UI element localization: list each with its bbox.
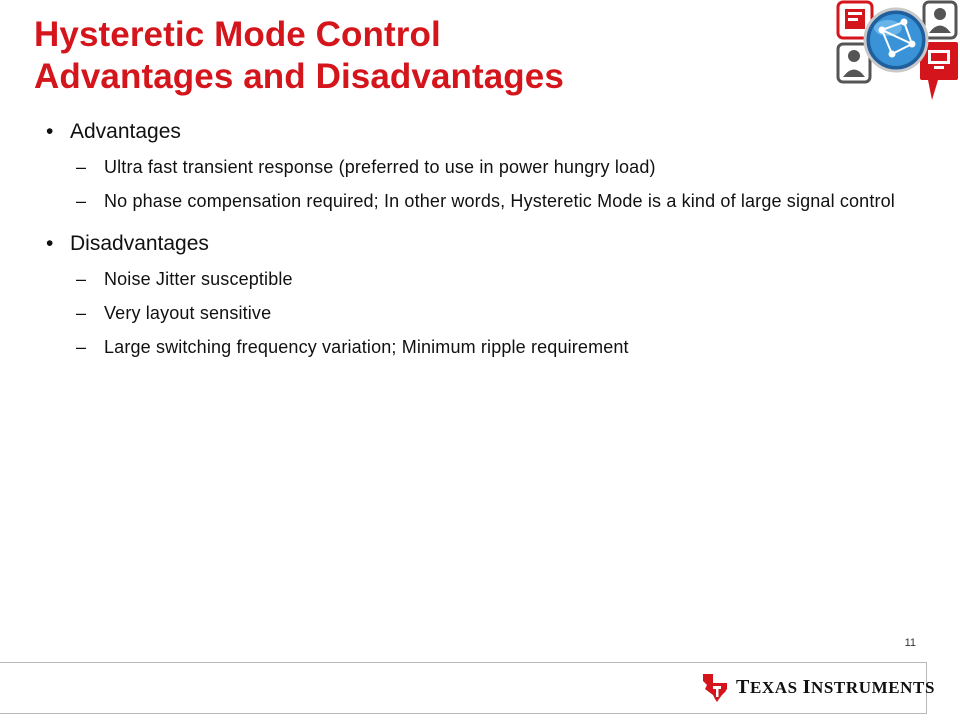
section-heading-text: Disadvantages: [70, 232, 209, 255]
dash-icon: –: [76, 157, 87, 177]
dash-icon: –: [76, 337, 87, 357]
texas-state-icon: [700, 672, 730, 702]
slide-body: [46, 118, 916, 360]
list-item-text: No phase compensation required; In other words, Hysteretic Mode is a kind of large signal control: [104, 191, 895, 211]
list-item: [46, 154, 916, 180]
collaboration-logo-icon: [834, 0, 960, 104]
ti-wordmark: TEXAS INSTRUMENTS: [736, 675, 936, 698]
dash-icon: –: [76, 269, 87, 289]
texas-instruments-logo: [700, 672, 935, 702]
list-item: [46, 188, 916, 214]
list-item-text: Ultra fast transient response (preferred to use in power hungry load): [104, 157, 656, 177]
list-item-text: Large switching frequency variation; Minimum ripple requirement: [104, 337, 629, 357]
section-heading-disadvantages: [46, 230, 916, 258]
bullet-icon: •: [46, 232, 54, 255]
bullet-icon: •: [46, 120, 54, 143]
title-line-1: Hysteretic Mode Control: [34, 15, 441, 54]
list-item: [46, 334, 916, 360]
section-heading-advantages: [46, 118, 916, 146]
list-item-text: Noise Jitter susceptible: [104, 269, 293, 289]
title-line-2: Advantages and Disadvantages: [34, 57, 564, 96]
list-item-text: Very layout sensitive: [104, 303, 272, 323]
slide-title: [34, 14, 564, 98]
list-item: [46, 300, 916, 326]
page-number: 11: [904, 637, 916, 649]
dash-icon: –: [76, 191, 87, 211]
dash-icon: –: [76, 303, 87, 323]
section-heading-text: Advantages: [70, 120, 181, 143]
list-item: [46, 266, 916, 292]
